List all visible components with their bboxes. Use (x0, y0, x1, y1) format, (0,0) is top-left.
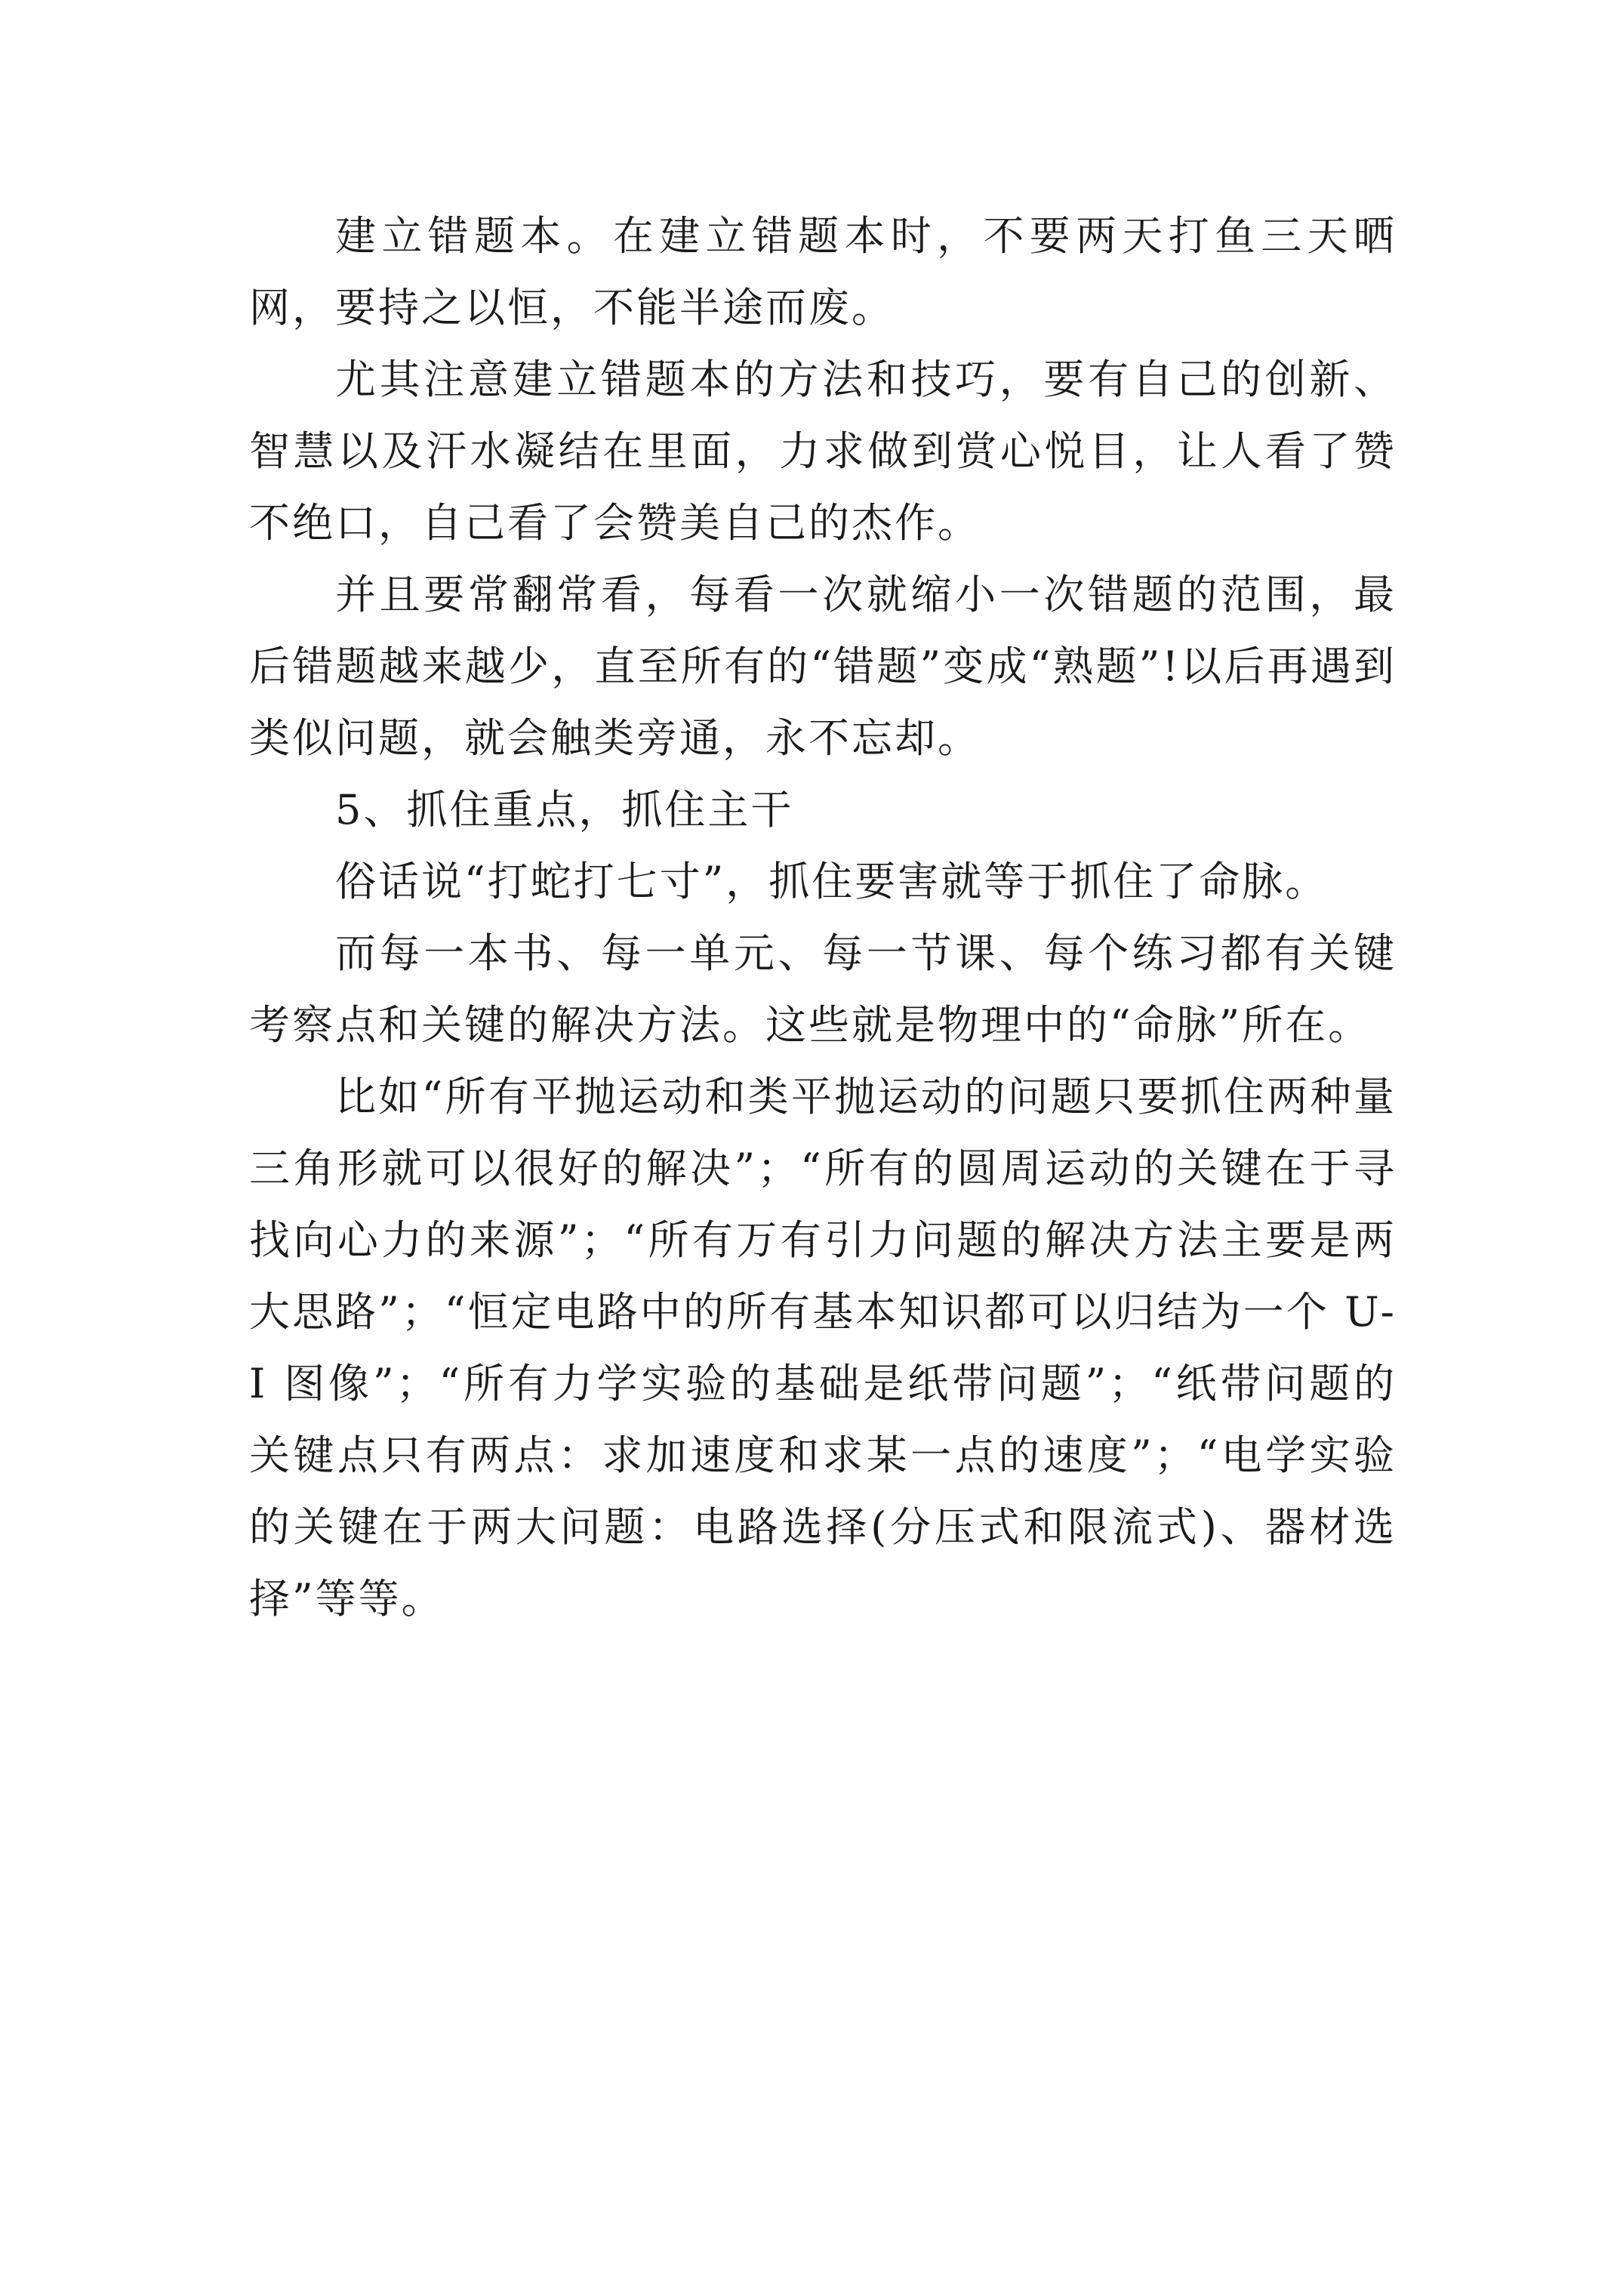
paragraph-notebook-method: 尤其注意建立错题本的方法和技巧，要有自己的创新、智慧以及汗水凝结在里面，力求做到赏心悦目，让人看了赞不绝口，自己看了会赞美自己的杰作。 (249, 356, 1397, 547)
paragraph-review-often: 并且要常翻常看，每看一次就缩小一次错题的范围，最后错题越来越少，直至所有的“错题”变成“熟题”!以后再遇到类似问题，就会触类旁通，永不忘却。 (249, 571, 1397, 762)
paragraph-key-methods: 而每一本书、每一单元、每一节课、每个练习都有关键考察点和关键的解决方法。这些就是物理中的“命脉”所在。 (249, 929, 1397, 1049)
paragraph-error-notebook: 建立错题本。在建立错题本时，不要两天打鱼三天晒网，要持之以恒，不能半途而废。 (249, 212, 1397, 331)
paragraph-examples: 比如“所有平抛运动和类平抛运动的问题只要抓住两种量三角形就可以很好的解决”；“所有的圆周运动的关键在于寻找向心力的来源”；“所有万有引力问题的解决方法主要是两大思路”；“恒定电路中的所有基本知识都可以归结为一个 U-I 图像”；“所有力学实验的基础是纸带问题”；“纸带问题的关键点只有两点：求加速度和求某一点的速度”；“电学实验的关键在于两大问题：电路选择(分压式和限流式)、器材选择”等等。 (249, 1073, 1397, 1623)
section-heading-key-points: 5、抓住重点，抓住主干 (335, 786, 794, 834)
document-body (249, 200, 1397, 1635)
paragraph-proverb: 俗话说“打蛇打七寸”，抓住要害就等于抓住了命脉。 (335, 858, 1329, 905)
